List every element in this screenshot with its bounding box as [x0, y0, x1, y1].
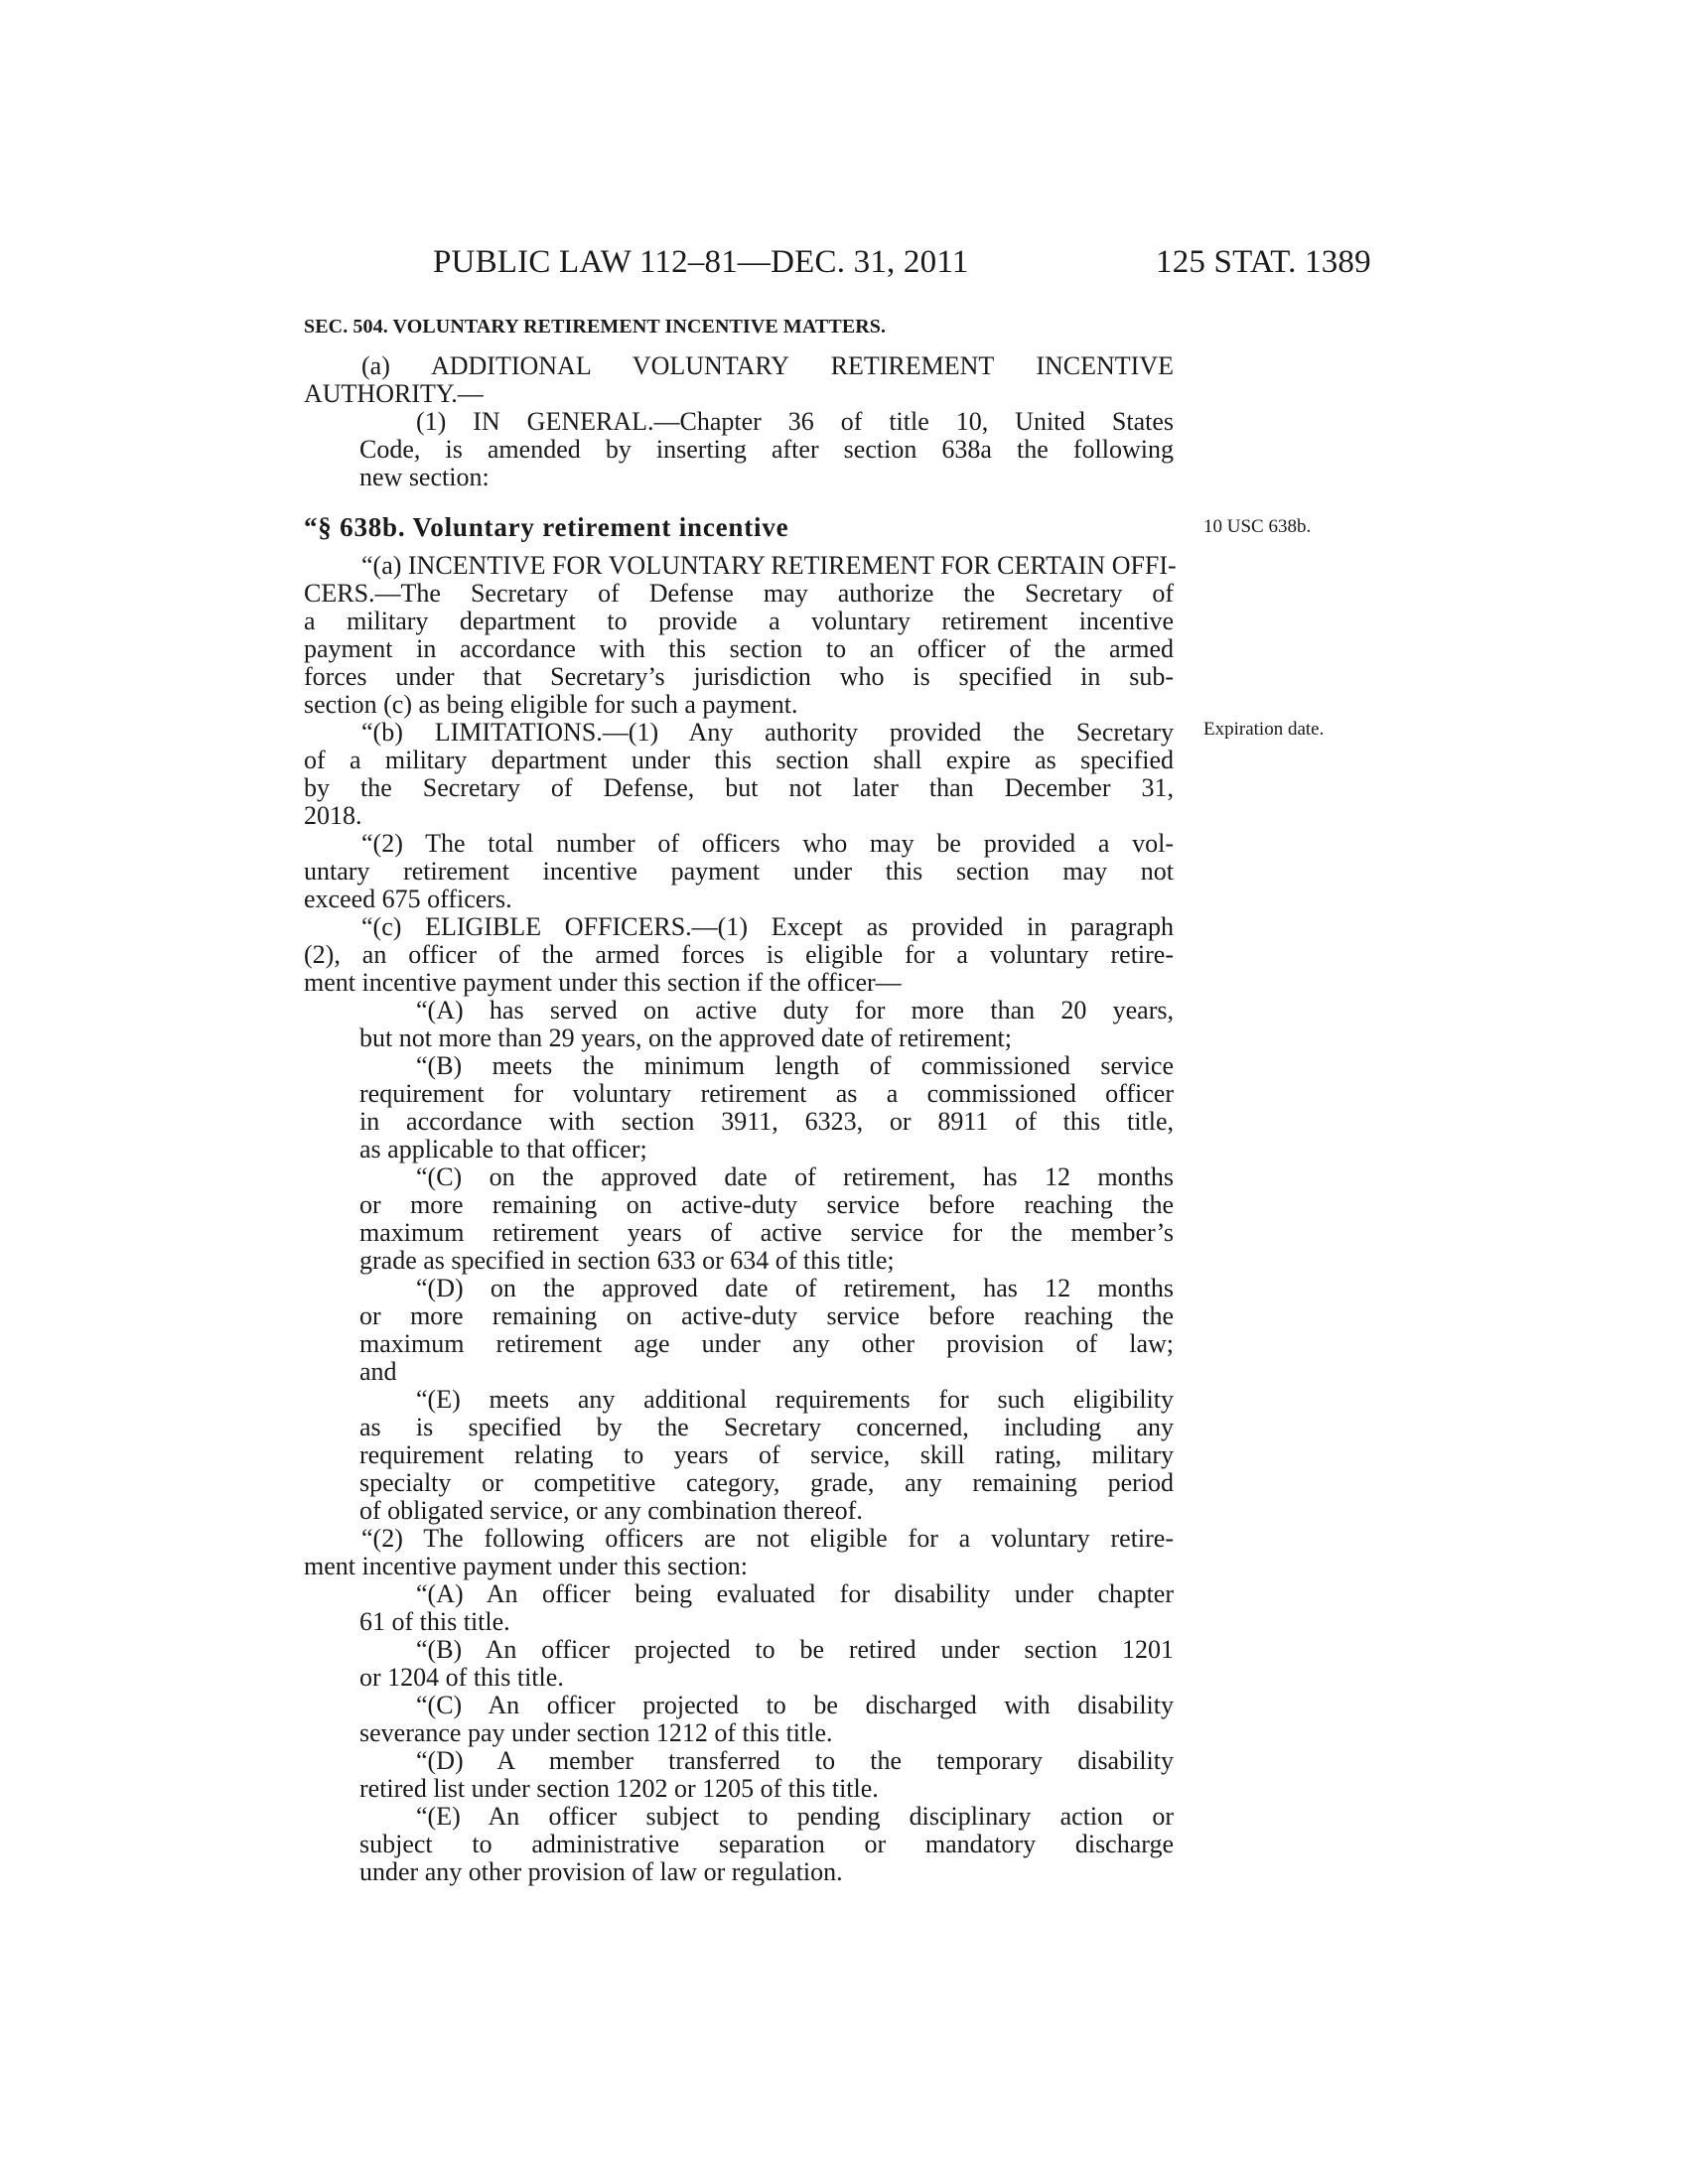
text-line: section (c) as being eligible for such a payment. — [304, 690, 798, 719]
text-line: “(D) on the approved date of retirement, has 12 months — [416, 1274, 1174, 1302]
text-line: “(a) INCENTIVE FOR VOLUNTARY RETIREMENT FOR CERTAIN OFFI- — [361, 551, 1177, 580]
text-line: maximum retirement age under any other provision of law; — [359, 1329, 1174, 1358]
text-line: (2), an officer of the armed forces is eligible for a voluntary retire- — [304, 940, 1174, 969]
text-line: or 1204 of this title. — [359, 1663, 564, 1692]
text-line: (1) IN GENERAL.—Chapter 36 of title 10, United States — [416, 407, 1174, 436]
text-line: “(C) An officer projected to be discharged with disability — [416, 1691, 1174, 1719]
text-line: ment incentive payment under this section if the officer— — [304, 968, 902, 997]
text-line: 2018. — [304, 801, 362, 830]
text-line: by the Secretary of Defense, but not later than December 31, — [304, 773, 1174, 802]
text-line: “(C) on the approved date of retirement, has 12 months — [416, 1162, 1174, 1191]
text-line: in accordance with section 3911, 6323, or 8911 of this title, — [359, 1107, 1174, 1136]
text-line: requirement relating to years of service, skill rating, military — [359, 1440, 1174, 1469]
text-line: “(B) meets the minimum length of commissioned service — [416, 1051, 1174, 1080]
text-line: untary retirement incentive payment under this section may not — [304, 857, 1174, 886]
text-line: grade as specified in section 633 or 634 of this title; — [359, 1246, 895, 1275]
text-line: retired list under section 1202 or 1205 of this title. — [359, 1774, 879, 1803]
text-line: under any other provision of law or regulation. — [359, 1857, 843, 1886]
text-line: as is specified by the Secretary concerned, including any — [359, 1413, 1174, 1441]
text-line: of a military department under this section shall expire as specified — [304, 746, 1174, 774]
text-line: of obligated service, or any combination thereof. — [359, 1496, 863, 1525]
text-line: “(2) The total number of officers who may be provided a vol- — [361, 829, 1174, 858]
section-title: SEC. 504. VOLUNTARY RETIREMENT INCENTIVE MATTERS. — [304, 316, 887, 338]
text-line: specialty or competitive category, grade, any remaining period — [359, 1468, 1174, 1497]
text-line: “(c) ELIGIBLE OFFICERS.—(1) Except as provided in paragraph — [361, 912, 1174, 941]
text-line: “(E) An officer subject to pending disciplinary action or — [416, 1802, 1174, 1831]
text-line: “(B) An officer projected to be retired under section 1201 — [416, 1635, 1174, 1664]
text-line: ment incentive payment under this section: — [304, 1552, 748, 1580]
margin-note-expiration: Expiration date. — [1203, 719, 1325, 740]
text-line: CERS.—The Secretary of Defense may authorize the Secretary of — [304, 579, 1174, 608]
section-body — [304, 551, 1177, 1886]
text-line: exceed 675 officers. — [304, 885, 512, 913]
margin-note-usc: 10 USC 638b. — [1203, 516, 1312, 537]
text-line: AUTHORITY.— — [304, 379, 484, 408]
text-line: new section: — [359, 463, 490, 491]
text-line: “(2) The following officers are not eligible for a voluntary retire- — [361, 1524, 1174, 1553]
text-line: subject to administrative separation or mandatory discharge — [359, 1830, 1174, 1858]
text-line: and — [359, 1357, 397, 1386]
text-line: “(A) has served on active duty for more than 20 years, — [416, 996, 1174, 1024]
text-line: as applicable to that officer; — [359, 1135, 647, 1163]
running-header-page-number: 125 STAT. 1389 — [1156, 244, 1371, 280]
text-line: maximum retirement years of active service for the member’s — [359, 1218, 1174, 1247]
text-line: forces under that Secretary’s jurisdiction who is specified in sub- — [304, 662, 1174, 691]
text-line: a military department to provide a voluntary retirement incentive — [304, 607, 1174, 635]
text-line: “(b) LIMITATIONS.—(1) Any authority provided the Secretary — [361, 718, 1174, 747]
text-line: payment in accordance with this section to an officer of the armed — [304, 634, 1174, 663]
text-line: “(E) meets any additional requirements for such eligibility — [416, 1385, 1174, 1414]
text-line: severance pay under section 1212 of this title. — [359, 1718, 833, 1747]
text-line: Code, is amended by inserting after section 638a the following — [359, 435, 1174, 464]
text-line: or more remaining on active-duty service before reaching the — [359, 1190, 1174, 1219]
running-header-title: PUBLIC LAW 112–81—DEC. 31, 2011 — [433, 244, 969, 280]
text-line: 61 of this title. — [359, 1607, 510, 1636]
text-line: “(D) A member transferred to the temporary disability — [416, 1746, 1174, 1775]
text-line: but not more than 29 years, on the approved date of retirement; — [359, 1024, 1013, 1052]
section-intro-block — [304, 352, 1174, 491]
text-line: (a) ADDITIONAL VOLUNTARY RETIREMENT INCENTIVE — [361, 351, 1174, 380]
text-line: “(A) An officer being evaluated for disability under chapter — [416, 1579, 1174, 1608]
section-heading: “§ 638b. Voluntary retirement incentive — [304, 512, 789, 542]
text-line: requirement for voluntary retirement as a commissioned officer — [359, 1079, 1174, 1108]
text-line: or more remaining on active-duty service before reaching the — [359, 1301, 1174, 1330]
